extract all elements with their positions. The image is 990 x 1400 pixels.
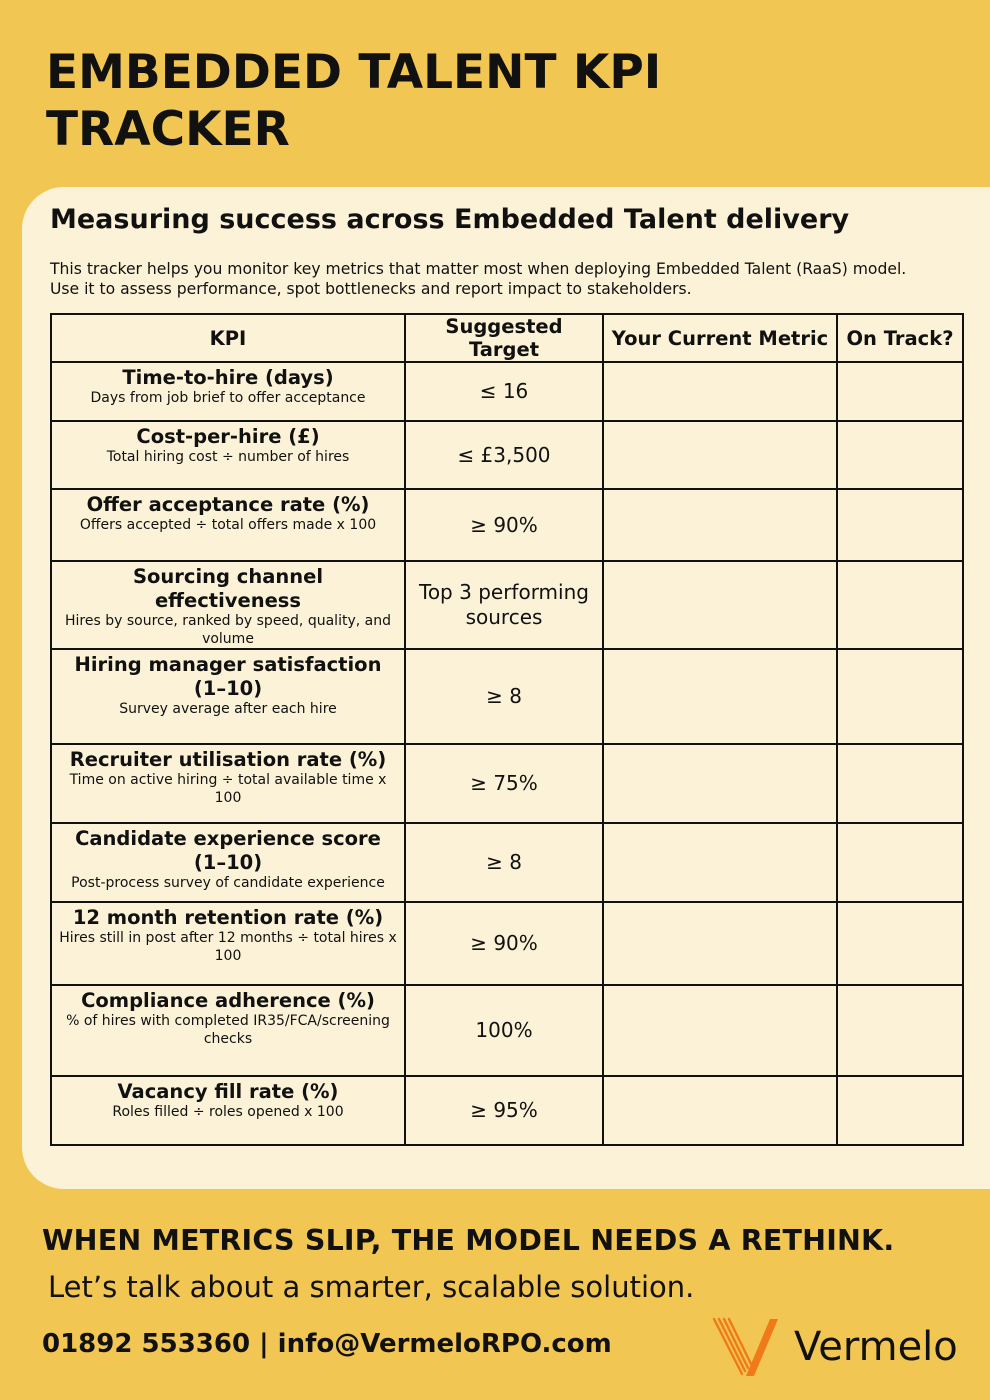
kpi-description: % of hires with completed IR35/FCA/screening checks xyxy=(66,1013,390,1047)
on-track-cell[interactable] xyxy=(837,362,963,421)
current-metric-cell[interactable] xyxy=(603,649,837,744)
kpi-name: Recruiter utilisation rate (%) xyxy=(69,748,387,771)
kpi-name: Time-to-hire (days) xyxy=(122,366,334,389)
vermelo-logo-text: Vermelo xyxy=(794,1324,958,1370)
kpi-cell xyxy=(51,902,405,985)
column-header-kpi: KPI xyxy=(51,314,405,362)
kpi-name: Hiring manager satisfaction (1–10) xyxy=(74,653,382,700)
kpi-cell xyxy=(51,362,405,421)
on-track-cell[interactable] xyxy=(837,649,963,744)
on-track-cell[interactable] xyxy=(837,421,963,489)
kpi-cell xyxy=(51,744,405,823)
target-cell: ≤ £3,500 xyxy=(405,421,603,489)
kpi-cell xyxy=(51,985,405,1076)
kpi-description: Days from job brief to offer acceptance xyxy=(90,390,366,406)
current-metric-cell[interactable] xyxy=(603,744,837,823)
on-track-cell[interactable] xyxy=(837,1076,963,1145)
kpi-cell xyxy=(51,1076,405,1145)
current-metric-cell[interactable] xyxy=(603,985,837,1076)
target-cell: Top 3 performing sources xyxy=(405,561,603,649)
kpi-cell xyxy=(51,561,405,649)
page-title: EMBEDDED TALENT KPI TRACKER xyxy=(46,45,662,157)
current-metric-cell[interactable] xyxy=(603,1076,837,1145)
contact-info[interactable]: 01892 553360 | info@VermeloRPO.com xyxy=(42,1329,612,1359)
table-row xyxy=(51,489,963,561)
on-track-cell[interactable] xyxy=(837,561,963,649)
target-cell: ≥ 90% xyxy=(405,902,603,985)
footer-headline: WHEN METRICS SLIP, THE MODEL NEEDS A RETHINK. xyxy=(42,1224,895,1257)
kpi-description: Survey average after each hire xyxy=(119,701,337,717)
target-cell: ≥ 8 xyxy=(405,823,603,902)
table-row xyxy=(51,421,963,489)
current-metric-cell[interactable] xyxy=(603,421,837,489)
current-metric-cell[interactable] xyxy=(603,823,837,902)
target-cell: ≤ 16 xyxy=(405,362,603,421)
column-header-on-track: On Track? xyxy=(837,314,963,362)
kpi-description: Hires by source, ranked by speed, quality, and volume xyxy=(65,613,391,647)
column-header-current-metric: Your Current Metric xyxy=(603,314,837,362)
vermelo-logo xyxy=(712,1316,972,1378)
table-row xyxy=(51,649,963,744)
kpi-name: Vacancy fill rate (%) xyxy=(117,1080,339,1103)
on-track-cell[interactable] xyxy=(837,823,963,902)
on-track-cell[interactable] xyxy=(837,985,963,1076)
on-track-cell[interactable] xyxy=(837,489,963,561)
current-metric-cell[interactable] xyxy=(603,489,837,561)
kpi-cell xyxy=(51,649,405,744)
kpi-table xyxy=(50,313,964,1146)
kpi-description: Time on active hiring ÷ total available time x 100 xyxy=(69,772,387,806)
kpi-name: 12 month retention rate (%) xyxy=(72,906,384,929)
kpi-description: Roles filled ÷ roles opened x 100 xyxy=(112,1104,344,1120)
kpi-name: Compliance adherence (%) xyxy=(81,989,375,1012)
column-header-target: Suggested Target xyxy=(405,314,603,362)
kpi-name: Cost-per-hire (£) xyxy=(136,425,320,448)
on-track-cell[interactable] xyxy=(837,902,963,985)
footer-tagline: Let’s talk about a smarter, scalable solution. xyxy=(48,1270,695,1304)
table-header-row xyxy=(51,314,963,362)
table-row xyxy=(51,362,963,421)
target-cell: ≥ 90% xyxy=(405,489,603,561)
target-cell: ≥ 95% xyxy=(405,1076,603,1145)
target-cell: ≥ 8 xyxy=(405,649,603,744)
table-row xyxy=(51,1076,963,1145)
kpi-name: Sourcing channel effectiveness xyxy=(132,565,324,612)
target-cell: ≥ 75% xyxy=(405,744,603,823)
kpi-name: Offer acceptance rate (%) xyxy=(86,493,370,516)
section-subtitle: Measuring success across Embedded Talent delivery xyxy=(50,204,850,235)
vermelo-logo-mark-icon xyxy=(712,1316,784,1378)
current-metric-cell[interactable] xyxy=(603,902,837,985)
intro-paragraph: This tracker helps you monitor key metrics that matter most when deploying Embedded Talent (RaaS) model. Use it to assess performance, spot bottlenecks and report impact to stakeholders. xyxy=(50,260,907,298)
current-metric-cell[interactable] xyxy=(603,561,837,649)
table-row xyxy=(51,561,963,649)
table-row xyxy=(51,985,963,1076)
kpi-cell xyxy=(51,823,405,902)
table-row xyxy=(51,744,963,823)
kpi-description: Total hiring cost ÷ number of hires xyxy=(106,449,350,465)
kpi-cell xyxy=(51,489,405,561)
target-cell: 100% xyxy=(405,985,603,1076)
on-track-cell[interactable] xyxy=(837,744,963,823)
table-row xyxy=(51,823,963,902)
kpi-description: Offers accepted ÷ total offers made x 100 xyxy=(79,517,377,533)
kpi-description: Hires still in post after 12 months ÷ total hires x 100 xyxy=(59,930,397,964)
table-row xyxy=(51,902,963,985)
kpi-name: Candidate experience score (1–10) xyxy=(75,827,381,874)
kpi-cell xyxy=(51,421,405,489)
kpi-description: Post-process survey of candidate experience xyxy=(71,875,385,891)
current-metric-cell[interactable] xyxy=(603,362,837,421)
